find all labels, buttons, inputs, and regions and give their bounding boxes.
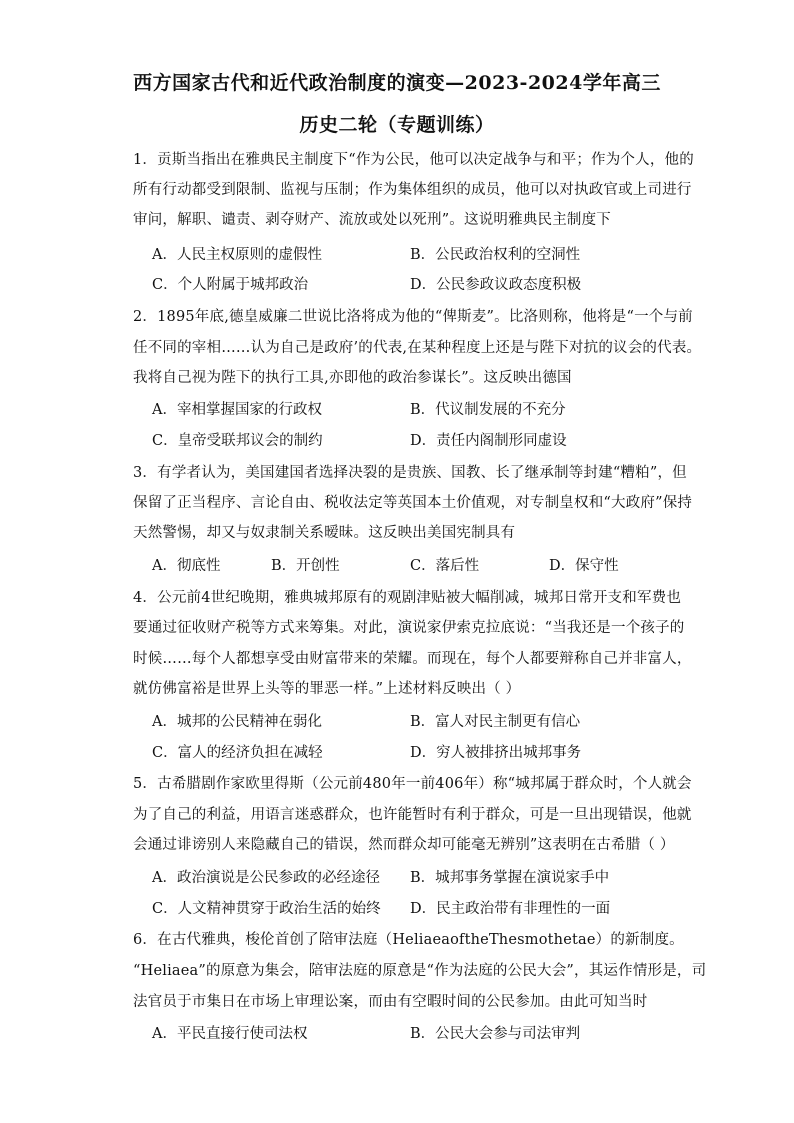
question-2-text: 2．1895年底,德皇威廉二世说比洛将成为他的“俾斯麦”。比洛则称，他将是“一个与前 <box>133 309 693 325</box>
question-3-text: 保留了正当程序、言论自由、税收法定等英国本土价值观，对专制皇权和“大政府”保持 <box>133 495 693 511</box>
question-1-option-d[interactable]: D．公民参政议政态度积极 <box>410 277 582 293</box>
question-2-option-d[interactable]: D．责任内阁制形同虚设 <box>410 433 567 449</box>
question-1-text: 1．贡斯当指出在雅典民主制度下“作为公民，他可以决定战争与和平；作为个人，他的 <box>133 152 694 168</box>
question-1-text: 所有行动都受到限制、监视与压制；作为集体组织的成员，他可以对执政官或上司进行 <box>133 182 692 198</box>
question-5-option-a[interactable]: A．政治演说是公民参政的必经途径 <box>152 870 380 886</box>
question-4-text: 4．公元前4世纪晚期，雅典城邦原有的观剧津贴被大幅削减，城邦日常开支和军费也 <box>133 590 682 606</box>
question-4-text: 就仿佛富裕是世界上头等的罪恶一样。”上述材料反映出（ ） <box>133 681 521 697</box>
question-2-text: 任不同的宰相……认为自己是政府’的代表,在某种程度上还是与陛下对抗的议会的代表。 <box>133 340 702 356</box>
question-4-option-d[interactable]: D．穷人被排挤出城邦事务 <box>410 745 582 761</box>
question-5-text: 会通过诽谤别人来隐藏自己的错误，然而群众却可能毫无辨别”这表明在古希腊（ ） <box>133 837 675 853</box>
question-6-option-b[interactable]: B．公民大会参与司法审判 <box>410 1026 581 1042</box>
question-3-text: 天然警惕，却又与奴隶制关系暧昧。这反映出美国宪制具有 <box>133 525 516 541</box>
question-1-text: 审问，解职、谴责、剥夺财产、流放或处以死刑”。这说明雅典民主制度下 <box>133 212 612 228</box>
question-3-option-b[interactable]: B．开创性 <box>271 558 340 574</box>
question-2-option-c[interactable]: C．皇帝受联邦议会的制约 <box>152 433 323 449</box>
question-4-text: 要通过征收财产税等方式来筹集。对此，演说家伊索克拉底说：“当我还是一个孩子的 <box>133 620 685 636</box>
question-6-text: “Heliaea”的原意为集会，陪审法庭的原意是“作为法庭的公民大会”，其运作情形是，司 <box>133 963 707 979</box>
question-5-text: 5．古希腊剧作家欧里得斯（公元前480年一前406年）称“城邦属于群众时，个人就会 <box>133 776 692 792</box>
question-1-option-a[interactable]: A．人民主权原则的虚假性 <box>152 247 322 263</box>
question-4-text: 时候……每个人都想享受由财富带来的荣耀。而现在，每个人都要辩称自己并非富人， <box>133 651 692 667</box>
question-5-option-d[interactable]: D．民主政治带有非理性的一面 <box>410 901 611 917</box>
question-3-option-c[interactable]: C．落后性 <box>410 558 480 574</box>
question-3-option-d[interactable]: D．保守性 <box>549 558 619 574</box>
question-5-option-b[interactable]: B．城邦事务掌握在演说家手中 <box>410 870 610 886</box>
document-title: 西方国家古代和近代政治制度的演变—2023-2024学年高三 <box>133 72 661 94</box>
question-3-text: 3．有学者认为，美国建国者选择决裂的是贵族、国教、长了继承制等封建“糟粕”，但 <box>133 465 687 481</box>
question-4-option-a[interactable]: A．城邦的公民精神在弱化 <box>152 714 322 730</box>
question-4-option-c[interactable]: C．富人的经济负担在减轻 <box>152 745 323 761</box>
document-subtitle: 历史二轮（专题训练） <box>299 114 495 136</box>
question-5-text: 为了自己的利益，用语言迷惑群众，也许能暂时有利于群众，可是一旦出现错误，他就 <box>133 807 692 823</box>
question-6-text: 6．在古代雅典，梭伦首创了陪审法庭（HeliaeaoftheThesmothetae）的新制度。 <box>133 932 684 948</box>
question-5-option-c[interactable]: C．人文精神贯穿于政治生活的始终 <box>152 901 381 917</box>
question-1-option-c[interactable]: C．个人附属于城邦政治 <box>152 277 309 293</box>
question-6-text: 法官员于市集日在市场上审理讼案，而由有空暇时间的公民参加。由此可知当时 <box>133 994 648 1010</box>
question-2-option-a[interactable]: A．宰相掌握国家的行政权 <box>152 402 322 418</box>
question-1-option-b[interactable]: B．公民政治权利的空洞性 <box>410 247 581 263</box>
question-3-option-a[interactable]: A．彻底性 <box>152 558 221 574</box>
question-2-option-b[interactable]: B．代议制发展的不充分 <box>410 402 566 418</box>
question-4-option-b[interactable]: B．富人对民主制更有信心 <box>410 714 581 730</box>
question-2-text: 我将自己视为陛下的执行工具,亦即他的政治参谋长”。这反映出德国 <box>133 370 572 386</box>
question-6-option-a[interactable]: A．平民直接行使司法权 <box>152 1026 308 1042</box>
